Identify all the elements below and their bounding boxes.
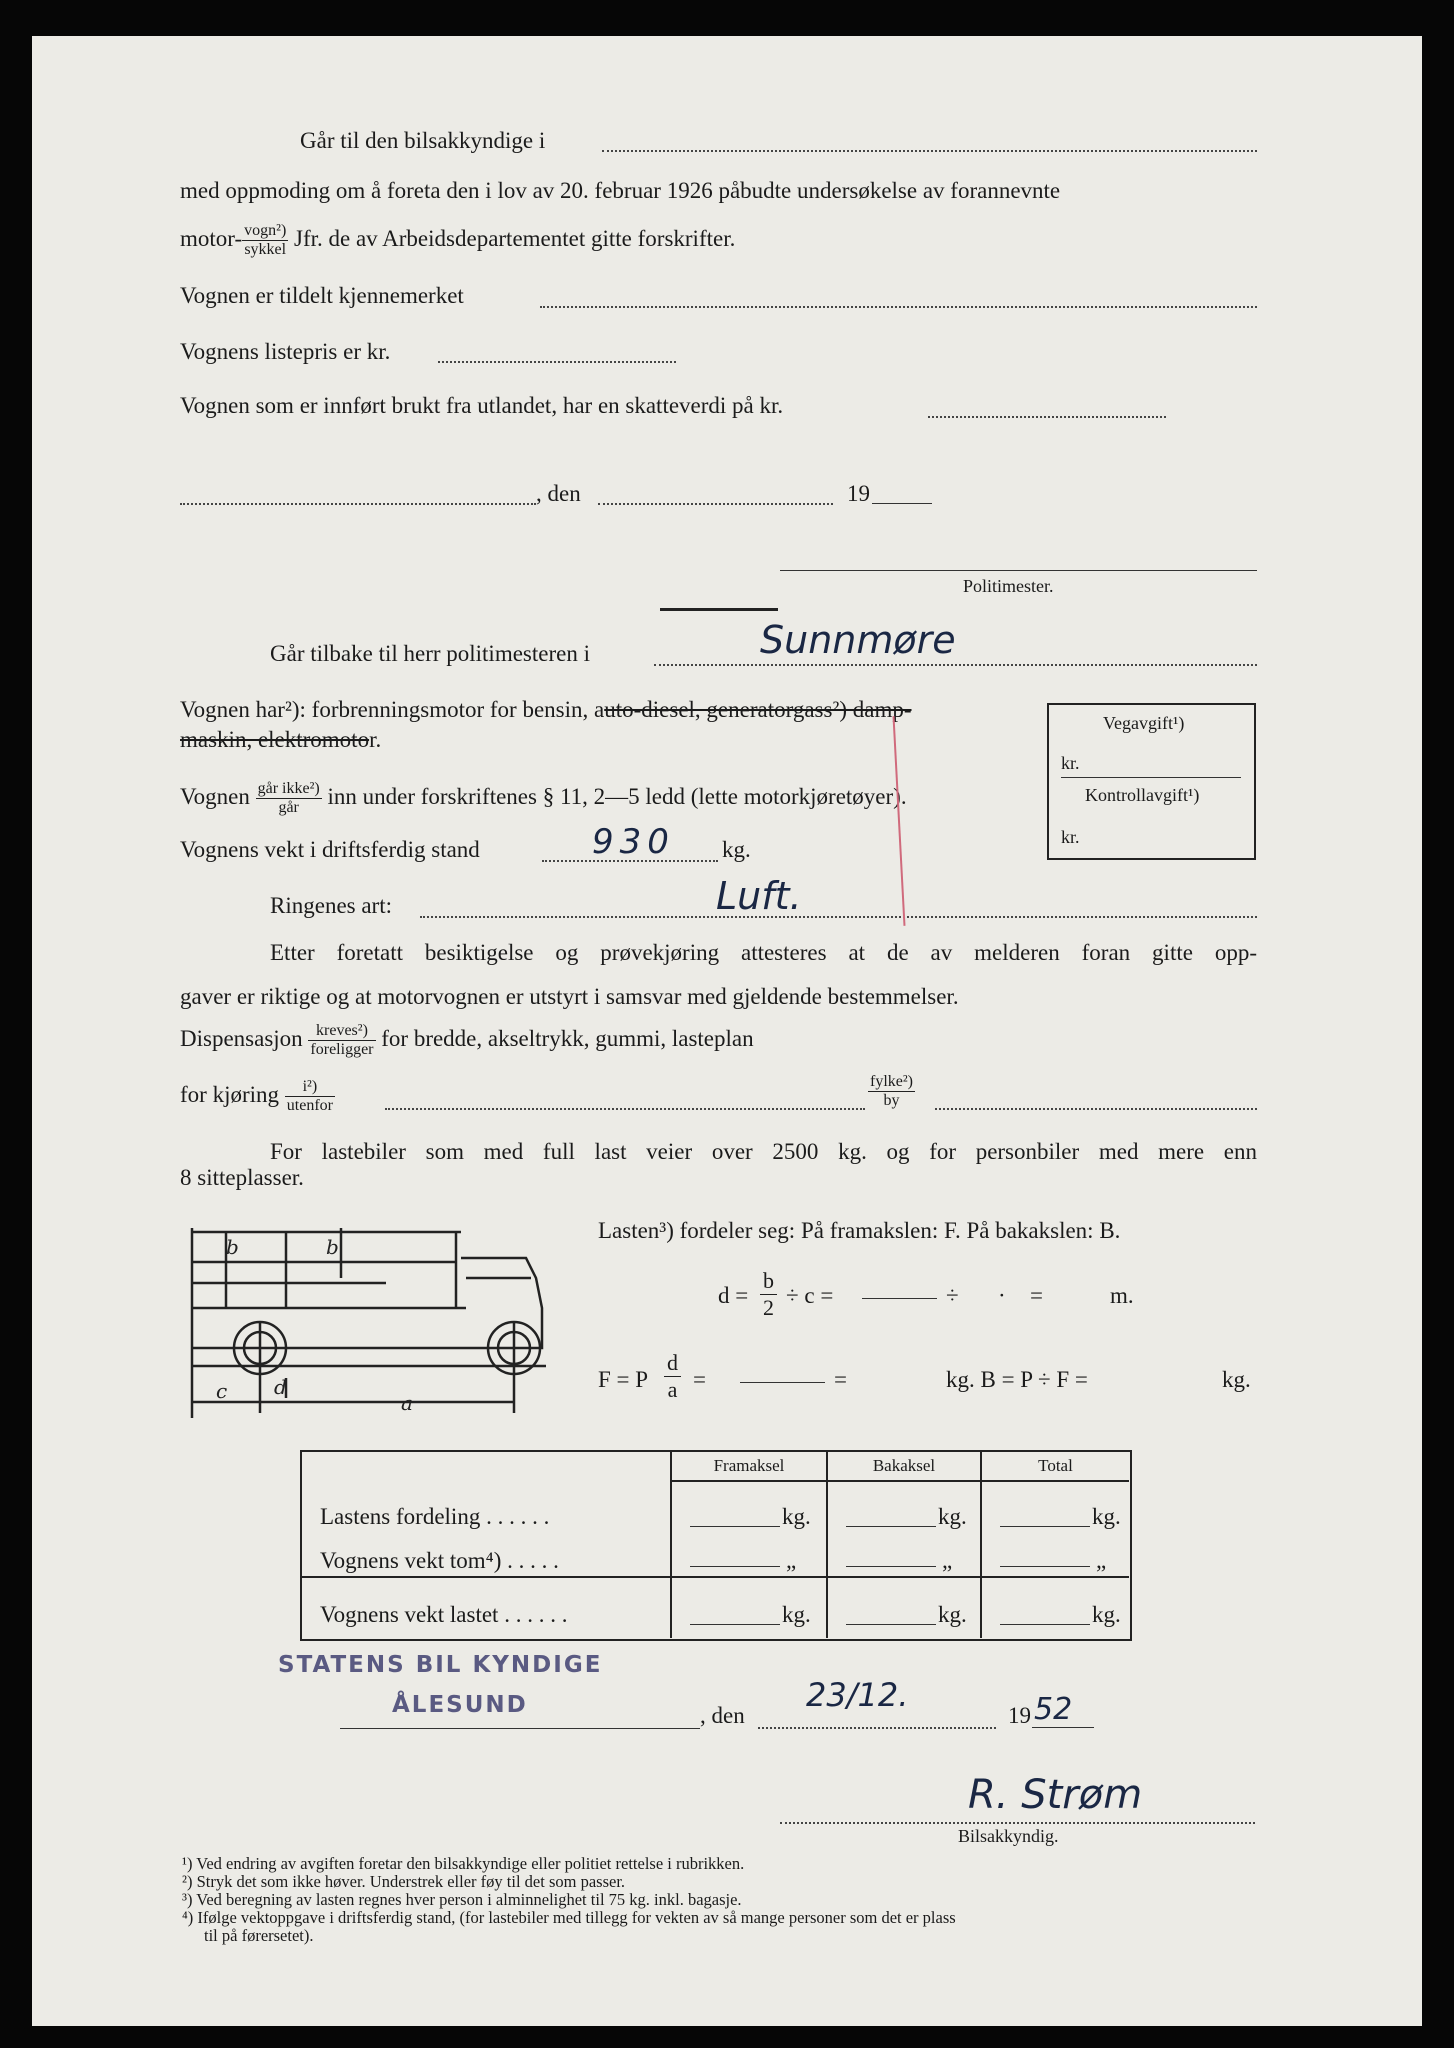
frac-top: vogn²)	[244, 222, 287, 239]
vognen-har-text: Vognen har²): forbrenningsmotor for bensin, a	[180, 697, 605, 722]
politimester-label: Politimester.	[963, 576, 1054, 596]
bilsakkyndig-label: Bilsakkyndig.	[958, 1826, 1059, 1846]
cell-unit: kg.	[938, 1504, 967, 1529]
cell-field[interactable]	[1000, 1624, 1090, 1625]
disp-label: Dispensasjon	[180, 1025, 303, 1051]
kontrollavgift-label: Kontrollavgift¹)	[1085, 785, 1200, 805]
frac-bot: utenfor	[286, 1097, 333, 1114]
kjoring-line	[180, 1078, 335, 1115]
motor-line	[180, 222, 735, 259]
cell-unit: „	[1096, 1548, 1107, 1573]
struck-maskin: maskin, elektromoto	[180, 727, 370, 752]
politimester-signature-line[interactable]	[780, 570, 1257, 571]
cell-unit: kg.	[1092, 1602, 1121, 1627]
disp-rest: for bredde, akseltrykk, gummi, lasteplan	[381, 1025, 754, 1051]
diagram-label-b: b	[226, 1235, 239, 1259]
frac-top: i²)	[285, 1078, 335, 1097]
row-lastet-label: Vognens vekt lastet . . . . . .	[320, 1602, 568, 1627]
eq-sign: =	[1030, 1283, 1043, 1308]
vognen-har-line	[180, 697, 912, 723]
vekt-unit: kg.	[722, 837, 751, 862]
oppmoding-text: med oppmoding om å foreta den i lov av 20. februar 1926 påbudte undersøkelse av forannevnte	[180, 178, 1061, 203]
ringenes-field[interactable]	[420, 916, 1257, 918]
frac-top: går ikke²)	[257, 780, 320, 797]
frac-bot: sykkel	[244, 241, 287, 258]
gar-line	[180, 780, 907, 817]
fylke-top: fylke²)	[870, 1073, 913, 1090]
kjennemerke-field[interactable]	[540, 306, 1257, 308]
bilsakkyndig-signature-line[interactable]	[780, 1822, 1255, 1824]
cell-unit: kg.	[782, 1602, 811, 1627]
vegavgift-field[interactable]	[1061, 777, 1241, 778]
dot-sign: ·	[998, 1283, 1006, 1308]
forskrifter-text: Jfr. de av Arbeidsdepartementet gitte forskrifter.	[294, 225, 736, 251]
diagram-label-d: d	[274, 1375, 287, 1399]
struck-text: uto-diesel, generatorgass²) damp-	[604, 697, 912, 722]
gar-prefix: Vognen	[180, 783, 250, 809]
ringenes-value: Luft.	[716, 874, 802, 918]
footnote-2: ²) Stryk det som ikke høver. Understrek eller føy til det som passer.	[182, 1872, 626, 1891]
kg-end: kg.	[1222, 1367, 1251, 1392]
footnote-1: ¹) Ved endring av avgiften foretar den bilsakkyndige eller politiet rettelse i rubrikken.	[182, 1854, 745, 1873]
politimesteren-field[interactable]	[654, 664, 1257, 666]
b-over-2	[760, 1268, 777, 1321]
maskin-end: r.	[369, 727, 382, 752]
avgift-box	[1047, 703, 1256, 860]
kjoring-field[interactable]	[385, 1108, 865, 1110]
fylke-field[interactable]	[935, 1108, 1257, 1110]
handwritten-signature: R. Strøm	[968, 1772, 1143, 1818]
truck-diagram	[186, 1218, 556, 1428]
cell-unit: kg.	[938, 1602, 967, 1627]
frac-a: a	[667, 1377, 678, 1402]
skatteverdi-field[interactable]	[928, 416, 1166, 418]
vogn-sykkel-fraction	[242, 222, 288, 259]
cell-unit: kg.	[782, 1504, 811, 1529]
signature-den-label: , den	[700, 1703, 745, 1728]
cell-field[interactable]	[846, 1526, 936, 1527]
year-field[interactable]	[872, 503, 932, 504]
header-total: Total	[1038, 1456, 1073, 1475]
lasten-line: Lasten³) fordeler seg: På framakslen: F. På bakakslen: B.	[598, 1218, 1121, 1243]
maskin-line	[180, 727, 381, 753]
gar-rest: inn under forskriftenes § 11, 2—5 ledd (lette motorkjøretøyer).	[327, 783, 907, 809]
div-sign: ÷	[946, 1283, 959, 1308]
cell-unit: „	[942, 1548, 953, 1573]
kjoring-fraction	[285, 1078, 335, 1115]
skatteverdi-label: Vognen som er innført brukt fra utlandet, har en skatteverdi på kr.	[180, 393, 784, 418]
attest-line2: gaver er riktige og at motorvognen er utstyrt i samsvar med gjeldende bestemmelser.	[180, 984, 959, 1009]
cell-field[interactable]	[690, 1566, 780, 1567]
d-eq: d =	[718, 1283, 749, 1308]
frac-2: 2	[763, 1295, 774, 1320]
fylke-fraction	[868, 1073, 915, 1110]
vegavgift-kr: kr.	[1061, 753, 1080, 773]
cell-field[interactable]	[1000, 1526, 1090, 1527]
cell-unit: kg.	[1092, 1504, 1121, 1529]
row-lastens-label: Lastens fordeling . . . . . .	[320, 1504, 550, 1529]
signature-year-value: 52	[1034, 1692, 1073, 1727]
cell-unit: „	[786, 1548, 797, 1573]
cell-field[interactable]	[846, 1566, 936, 1567]
header-divider	[670, 1480, 1129, 1482]
gar-fraction	[256, 780, 322, 817]
frac-bot: foreligger	[310, 1041, 374, 1058]
f-eq: F = P	[598, 1367, 649, 1392]
bilsakkyndige-field[interactable]	[602, 150, 1257, 152]
bilsakkyndige-label: Går til den bilsakkyndige i	[300, 128, 546, 153]
dispensasjon-line	[180, 1022, 754, 1059]
fylke-bot: by	[883, 1092, 900, 1109]
cell-field[interactable]	[1000, 1566, 1090, 1567]
cell-field[interactable]	[690, 1624, 780, 1625]
cell-field[interactable]	[846, 1624, 936, 1625]
header-bakaksel: Bakaksel	[872, 1456, 936, 1475]
stamp-line1: STATENS BIL KYNDIGE	[278, 1652, 603, 1678]
ringenes-label: Ringenes art:	[270, 893, 392, 918]
diagram-label-a: a	[401, 1391, 413, 1415]
d-over-a	[664, 1350, 681, 1403]
footnote-4-cont: til på førersetet).	[204, 1926, 314, 1945]
stamp-line2: ÅLESUND	[392, 1692, 528, 1718]
kjennemerke-label: Vognen er tildelt kjennemerket	[180, 283, 464, 308]
load-table	[300, 1450, 1132, 1641]
date-field[interactable]	[598, 503, 833, 505]
frac-b: b	[760, 1268, 777, 1295]
year-prefix: 19	[847, 481, 870, 506]
eq2: =	[693, 1367, 706, 1392]
listepris-field[interactable]	[438, 361, 676, 363]
attest-line1: Etter foretatt besiktigelse og prøvekjøring attesteres at de av melderen foran gitte opp-	[270, 940, 1257, 965]
lastebiler-line1: For lastebiler som med full last veier over 2500 kg. og for personbiler med mere enn	[270, 1139, 1257, 1164]
frac-top: kreves²)	[308, 1022, 375, 1041]
frac-d: d	[664, 1350, 681, 1377]
section-divider	[660, 608, 778, 611]
d-rest: ÷ c =	[786, 1283, 834, 1308]
frac-bot: går	[278, 799, 299, 816]
d-field-1[interactable]	[862, 1298, 937, 1299]
lastebiler-line2: 8 sitteplasser.	[180, 1165, 304, 1190]
politimesteren-label: Går tilbake til herr politimesteren i	[270, 641, 590, 666]
stamp-place-line[interactable]	[340, 1728, 700, 1729]
kg-b-text: kg. B = P ÷ F =	[946, 1367, 1088, 1392]
signature-date-field[interactable]	[758, 1727, 996, 1729]
footnote-4: ⁴) Ifølge vektoppgave i driftsferdig stand, (for lastebiler med tillegg for vekten av så mange personer som det er plass	[182, 1908, 956, 1927]
eq3: =	[834, 1367, 847, 1392]
vekt-label: Vognens vekt i driftsferdig stand	[180, 837, 480, 862]
row-tom-label: Vognens vekt tom⁴) . . . . .	[320, 1548, 559, 1573]
place-field[interactable]	[180, 503, 536, 505]
signature-year-prefix: 19	[1008, 1703, 1031, 1728]
kontrollavgift-kr: kr.	[1061, 827, 1080, 847]
diagram-label-b2: b	[326, 1235, 339, 1259]
disp-fraction	[308, 1022, 375, 1059]
footnote-3: ³) Ved beregning av lasten regnes hver person i alminnelighet til 75 kg. inkl. bagasje.	[182, 1890, 742, 1909]
header-framaksel: Framaksel	[713, 1456, 785, 1475]
cell-field[interactable]	[690, 1526, 780, 1527]
vekt-value: 930	[592, 822, 675, 862]
motor-prefix: motor-	[180, 225, 243, 251]
listepris-label: Vognens listepris er kr.	[180, 339, 391, 364]
den-label: , den	[536, 481, 581, 506]
row-divider	[302, 1576, 1129, 1578]
signature-year-field[interactable]	[1032, 1727, 1094, 1728]
vegavgift-label: Vegavgift¹)	[1103, 713, 1185, 733]
m-unit: m.	[1110, 1283, 1134, 1308]
kjoring-label: for kjøring	[180, 1081, 280, 1107]
handwritten-place: Sunnmøre	[760, 618, 956, 662]
diagram-label-c: c	[216, 1379, 228, 1403]
f-field[interactable]	[740, 1382, 825, 1383]
signature-date-value: 23/12.	[806, 1676, 909, 1714]
